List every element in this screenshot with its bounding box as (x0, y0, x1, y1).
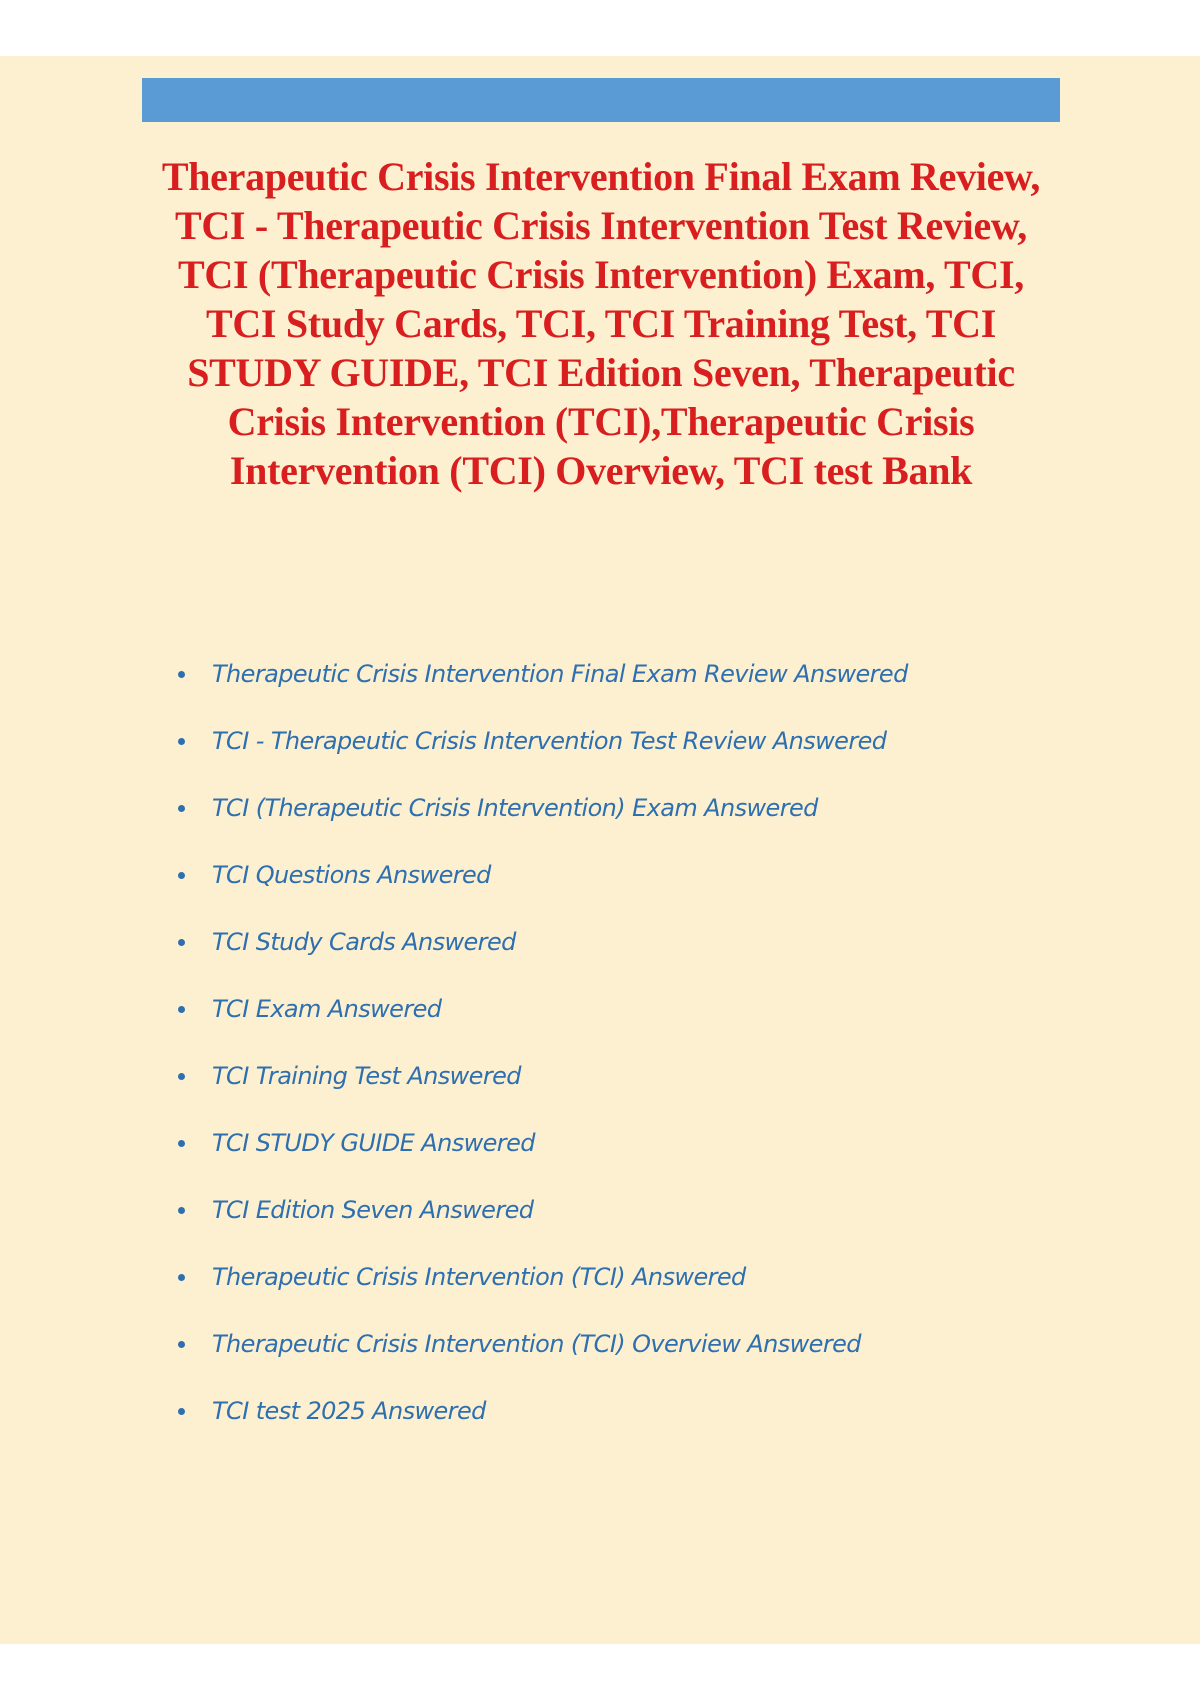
list-item (172, 857, 908, 924)
list-item (172, 723, 908, 790)
bullet-icon (178, 1274, 185, 1281)
list-item-text: Therapeutic Crisis Intervention (TCI) Overview Answered (212, 1330, 861, 1358)
bullet-icon (178, 872, 185, 879)
list-item (172, 1326, 908, 1393)
list-item-text: TCI - Therapeutic Crisis Intervention Test Review Answered (212, 727, 887, 755)
document-title: Therapeutic Crisis Intervention Final Exam Review, TCI - Therapeutic Crisis Intervention Test Review, TCI (Therapeutic Crisis Intervention) Exam, TCI, TCI Study Cards, TCI, TCI Training Test, TCI STUDY GUIDE, TCI Edition Seven, Therapeutic Crisis Intervention (TCI),Therapeutic Crisis Intervention (TCI) Overview, TCI test Bank (161, 154, 1041, 493)
list-item (172, 1393, 908, 1460)
document-page (0, 56, 1200, 1644)
list-item (172, 1125, 908, 1192)
list-item-text: TCI test 2025 Answered (212, 1397, 486, 1425)
bullet-icon (178, 1207, 185, 1214)
list-item (172, 790, 908, 857)
bullet-icon (178, 1140, 185, 1147)
list-item (172, 656, 908, 723)
list-item (172, 1259, 908, 1326)
list-item-text: TCI Study Cards Answered (212, 928, 516, 956)
bullet-icon (178, 738, 185, 745)
list-item-text: TCI Training Test Answered (212, 1062, 521, 1090)
bullet-icon (178, 1006, 185, 1013)
list-item-text: TCI Questions Answered (212, 861, 491, 889)
bullet-icon (178, 1408, 185, 1415)
list-item-text: Therapeutic Crisis Intervention (TCI) Answered (212, 1263, 746, 1291)
list-item-text: TCI Exam Answered (212, 995, 442, 1023)
bullet-icon (178, 939, 185, 946)
list-item (172, 924, 908, 991)
list-item (172, 1058, 908, 1125)
list-item-text: TCI STUDY GUIDE Answered (212, 1129, 535, 1157)
list-item-text: TCI Edition Seven Answered (212, 1196, 534, 1224)
bullet-icon (178, 1341, 185, 1348)
header-color-bar (142, 78, 1060, 122)
answered-topics-list (172, 656, 908, 1460)
bullet-icon (178, 805, 185, 812)
bullet-icon (178, 671, 185, 678)
list-item-text: Therapeutic Crisis Intervention Final Exam Review Answered (212, 660, 908, 688)
list-item (172, 1192, 908, 1259)
bullet-icon (178, 1073, 185, 1080)
list-item-text: TCI (Therapeutic Crisis Intervention) Exam Answered (212, 794, 818, 822)
list-item (172, 991, 908, 1058)
